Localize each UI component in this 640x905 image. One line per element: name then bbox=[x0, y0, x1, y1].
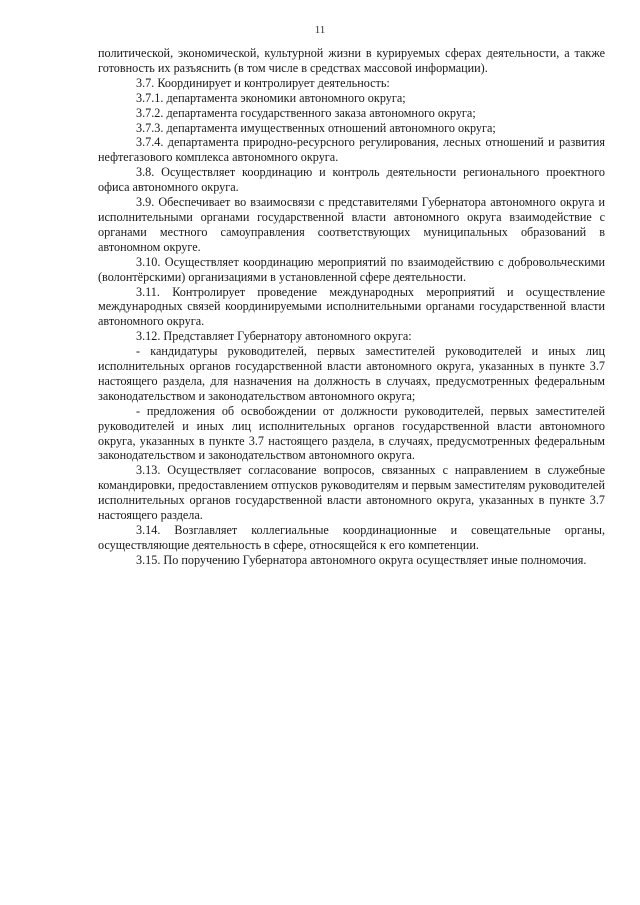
paragraph-3-9: 3.9. Обеспечивает во взаимосвязи с представителями Губернатора автономного округа и исполнительными органами государственной власти автономного округа взаимодействие с органами местного самоуправления соответствующих муниципальных образований в автономном округе. bbox=[98, 195, 605, 254]
paragraph-3-11: 3.11. Контролирует проведение международных мероприятий и осуществление международных связей координируемыми исполнительными органами государственной власти автономного округа. bbox=[98, 284, 605, 329]
paragraph-3-13: 3.13. Осуществляет согласование вопросов, связанных с направлением в служебные командировки, предоставлением отпусков руководителям и первым заместителям руководителей исполнительных органов государственной власти автономного округа, указанных в пункте 3.7 настоящего раздела. bbox=[98, 463, 605, 523]
paragraph-3-7-3: 3.7.3. департамента имущественных отношений автономного округа; bbox=[136, 120, 496, 135]
page-number: 11 bbox=[314, 24, 326, 36]
paragraph-3-7-2: 3.7.2. департамента государственного заказа автономного округа; bbox=[136, 105, 476, 120]
paragraph-continuation: политической, экономической, культурной жизни в курируемых сферах деятельности, а также готовность их разъяснить (в том числе в средствах массовой информации). bbox=[98, 46, 605, 75]
document-body bbox=[98, 46, 605, 568]
paragraph-3-8: 3.8. Осуществляет координацию и контроль деятельности регионального проектного офиса автономного округа. bbox=[98, 165, 605, 195]
paragraph-3-12-item-candidates: - кандидатуры руководителей, первых заместителей руководителей и иных лиц исполнительных органов государственной власти автономного округа, указанных в пункте 3.7 настоящего раздела, для назначения на должность в случаях, предусмотренных федеральным законодательством и законодательством автономного округа; bbox=[98, 344, 605, 403]
paragraph-3-7-4: 3.7.4. департамента природно-ресурсного регулирования, лесных отношений и развития нефтегазового комплекса автономного округа. bbox=[98, 135, 605, 165]
paragraph-3-10: 3.10. Осуществляет координацию мероприятий по взаимодействию с добровольческими (волонтёрскими) организациями в установленной сфере деятельности. bbox=[98, 254, 605, 284]
paragraph-3-12-item-dismissal: - предложения об освобождении от должности руководителей, первых заместителей руководителей и иных лиц исполнительных органов государственной власти автономного округа, указанных в пункте 3.7 настоящего раздела, в случаях, предусмотренных федеральным законодательством и законодательством автономного округа. bbox=[98, 403, 605, 463]
paragraph-3-7: 3.7. Координирует и контролирует деятельность: bbox=[136, 75, 390, 90]
paragraph-3-12: 3.12. Представляет Губернатору автономного округа: bbox=[136, 329, 412, 344]
paragraph-3-7-1: 3.7.1. департамента экономики автономного округа; bbox=[136, 90, 406, 105]
paragraph-3-15: 3.15. По поручению Губернатора автономного округа осуществляет иные полномочия. bbox=[136, 552, 587, 567]
paragraph-3-14: 3.14. Возглавляет коллегиальные координационные и совещательные органы, осуществляющие деятельность в сфере, относящейся к его компетенции. bbox=[98, 523, 605, 552]
